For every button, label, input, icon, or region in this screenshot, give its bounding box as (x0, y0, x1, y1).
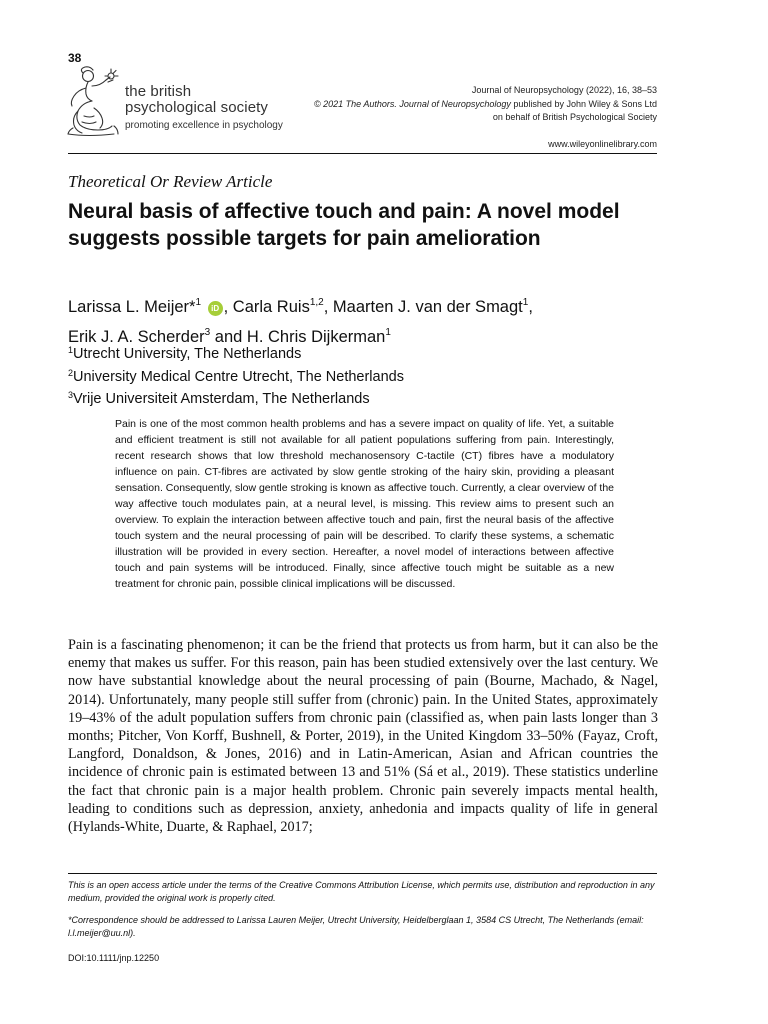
body-paragraph: Pain is a fascinating phenomenon; it can be the friend that protects us from harm, but it can also be the enemy that makes us suffer. For this reason, pain has been studied extensively over the last century. We now have substantial knowledge about the neural processing of pain (Bourne, Machado, & Nagel, 2014). Unfortunately, many people still suffer from (chronic) pain. In the United States, approximately 19–43% of the adult population suffers from chronic pain (classified as, when pain lasts longer than 3 months; Pitcher, Von Korff, Bushnell, & Porter, 2019), in the United Kingdom 33–50% (Fayaz, Croft, Langford, Donaldson, & Jones, 2016) and in Latin-American, Asian and African countries the incidence of chronic pain is estimated between 13 and 51% (Sá et al., 2019). These statistics underline the fact that chronic pain is a major health problem. Chronic pain severely impacts mental health, leading to conditions such as depression, anxiety, anhedonia and impacts quality of life in general (Hylands-White, Duarte, & Raphael, 2017; (68, 637, 658, 836)
affiliation-item (68, 364, 404, 387)
author-affiliation-mark: 1 (522, 297, 529, 308)
author-name: Maarten J. van der Smagt (332, 298, 523, 316)
journal-website-link[interactable]: www.wileyonlinelibrary.com (548, 139, 657, 149)
affiliation-mark: 3 (68, 390, 74, 400)
author-name: Carla Ruis (232, 298, 310, 316)
abstract: Pain is one of the most common health problems and has a severe impact on quality of life. Yet, a suitable and efficient treatment is still not available for all patient populations suffering from pain. Interestingly, recent research shows that low threshold mechanosensory C-tactile (CT) fibres have a modulatory influence on pain. CT-fibres are activated by slow gentle stroking of the hairy skin, providing a pleasant sensation. Consequently, slow gentle stroking is known as affective touch. Currently, a clear overview of the way affective touch modulates pain, at a neural level, is missing. This review aims to present such an overview. To explain the interaction between affective touch and pain, first the neural basis of the affective touch system and the neural processing of pain will be described. To clarify these systems, a schematic illustration will be provided in every section. Hereafter, a novel model of interactions between affective touch and pain systems will be introduced. Finally, since affective touch might be suitable as a new treatment for chronic pain, possible clinical implications will be discussed. (115, 418, 615, 590)
affiliation-text: Vrije Universiteit Amsterdam, The Netherlands (73, 391, 370, 407)
author-name: H. Chris Dijkerman (246, 328, 386, 346)
correspondence-footnote: *Correspondence should be addressed to Larissa Lauren Meijer, Utrecht University, Heidelberglaan 1, 3584 CS Utrecht, The Netherlands (email: l.l.meijer@uu.nl). (68, 915, 644, 938)
author-list: Larissa L. Meijer*$^1$ iD , Carla Ruis$^{1,2}$, Maarten J. van der Smagt$^1$, Erik J. A. Scherder$^3$ and H. Chris Dijkerman$^1$ (68, 297, 533, 346)
society-name-line-2: psychological society (125, 99, 269, 116)
footnote-divider (68, 873, 657, 874)
article-type: Theoretical Or Review Article (68, 172, 273, 191)
affiliation-mark: 1 (68, 345, 74, 355)
author-affiliation-mark: 1 (385, 327, 391, 338)
society-logo-figure (64, 66, 124, 138)
license-footnote: This is an open access article under the terms of the Creative Commons Attribution License, which permits use, distribution and reproduction in any medium, provided the original work is properly cited. (68, 880, 655, 903)
publisher-behalf: on behalf of British Psychological Society (492, 112, 657, 122)
copyright-suffix: published by John Wiley & Sons Ltd (510, 98, 657, 109)
affiliation-text: University Medical Centre Utrecht, The Netherlands (73, 368, 404, 385)
author-name: Erik J. A. Scherder (68, 328, 205, 346)
author-affiliation-mark: 3 (204, 327, 211, 338)
affiliation-text: Utrecht University, The Netherlands (73, 346, 302, 362)
affiliation-item (68, 341, 404, 364)
orcid-icon[interactable]: iD (208, 301, 223, 316)
affiliation-item (68, 386, 404, 409)
copyright-line (314, 98, 657, 112)
page-number: 38 (68, 51, 82, 65)
article-title: Neural basis of affective touch and pain: A novel model suggests possible targets for pain amelioration (68, 200, 620, 250)
journal-info (314, 84, 657, 125)
copyright-prefix: © 2021 The Authors. Journal of Neuropsychology (313, 98, 511, 109)
society-name (125, 84, 283, 132)
author-affiliation-mark: 1,2 (309, 297, 324, 308)
society-name-line-1: the british (125, 83, 192, 100)
author-name: Larissa L. Meijer* (68, 298, 196, 316)
author-affiliation-mark: 1 (195, 297, 202, 308)
society-tagline: promoting excellence in psychology (125, 120, 283, 131)
header-divider (68, 153, 657, 154)
journal-citation: Journal of Neuropsychology (2022), 16, 38–53 (471, 85, 657, 95)
doi-link[interactable]: DOI:10.1111/jnp.12250 (68, 953, 160, 963)
affiliation-list (68, 341, 404, 409)
affiliation-mark: 2 (68, 367, 74, 378)
author-connector: and (214, 328, 243, 346)
